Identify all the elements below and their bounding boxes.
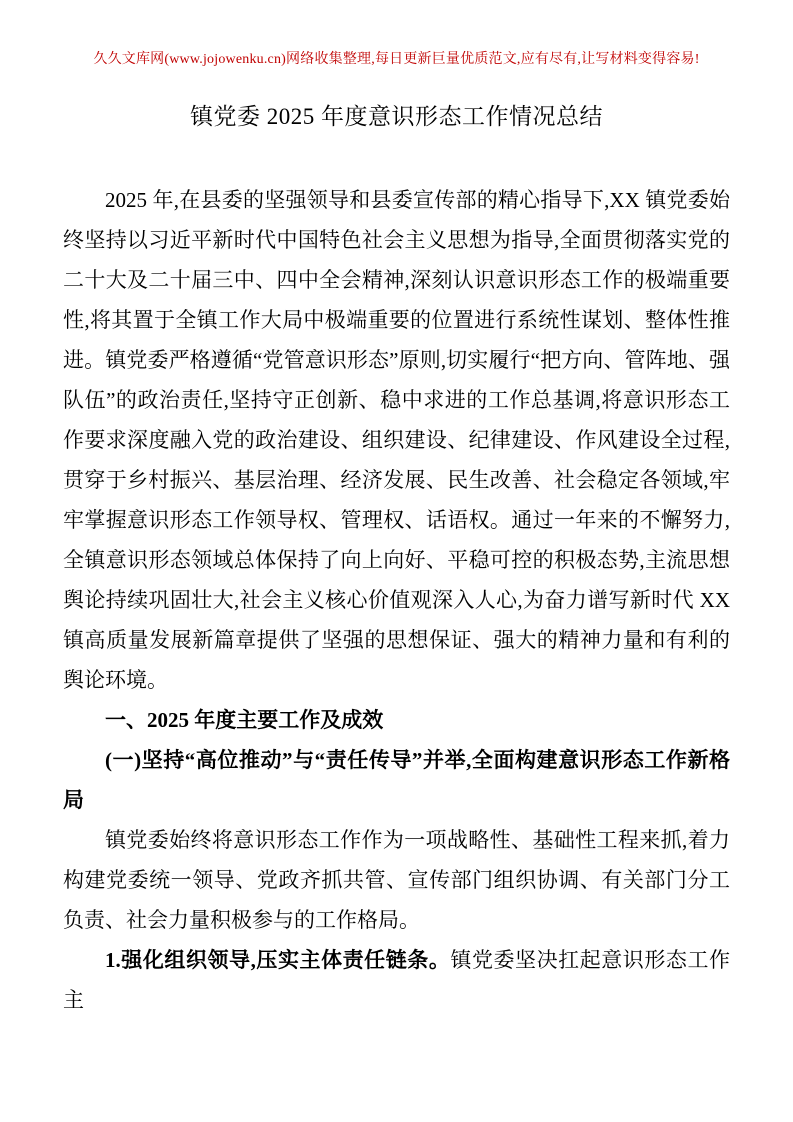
watermark-header-text: 久久文库网(www.jojowenku.cn)网络收集整理,每日更新巨量优质范文,应有尽有,让写材料变得容易!: [93, 52, 700, 67]
section-heading-1: 一、2025 年度主要工作及成效: [105, 708, 384, 732]
subsection-paragraph: 镇党委始终将意识形态工作作为一项战略性、基础性工程来抓,着力构建党委统一领导、党政齐抓共管、宣传部门组织协调、有关部门分工负责、社会力量积极参与的工作格局。: [63, 828, 730, 932]
numbered-point-text: 镇党委坚决扛起意识形态工作主: [63, 948, 731, 1012]
document-body: [63, 180, 730, 1020]
numbered-point-paragraph: [63, 940, 730, 1020]
subsection-heading-1-1: (一)坚持“高位推动”与“责任传导”并举,全面构建意识形态工作新格局: [63, 748, 730, 812]
numbered-point-lead: 1.强化组织领导,压实主体责任链条。: [105, 948, 451, 972]
document-title: 镇党委 2025 年度意识形态工作情况总结: [190, 104, 603, 129]
intro-paragraph: 2025 年,在县委的坚强领导和县委宣传部的精心指导下,XX 镇党委始终坚持以习近平新时代中国特色社会主义思想为指导,全面贯彻落实党的二十大及二十届三中、四中全会精神,深刻认识意识形态工作的极端重要性,将其置于全镇工作大局中极端重要的位置进行系统性谋划、整体性推进。镇党委严格遵循“党管意识形态”原则,切实履行“把方向、管阵地、强队伍”的政治责任,坚持守正创新、稳中求进的工作总基调,将意识形态工作要求深度融入党的政治建设、组织建设、纪律建设、作风建设全过程,贯穿于乡村振兴、基层治理、经济发展、民生改善、社会稳定各领域,牢牢掌握意识形态工作领导权、管理权、话语权。通过一年来的不懈努力,全镇意识形态领域总体保持了向上向好、平稳可控的积极态势,主流思想舆论持续巩固壮大,社会主义核心价值观深入人心,为奋力谱写新时代 XX 镇高质量发展新篇章提供了坚强的思想保证、强大的精神力量和有利的舆论环境。: [63, 188, 730, 692]
page-content: [63, 0, 730, 1020]
